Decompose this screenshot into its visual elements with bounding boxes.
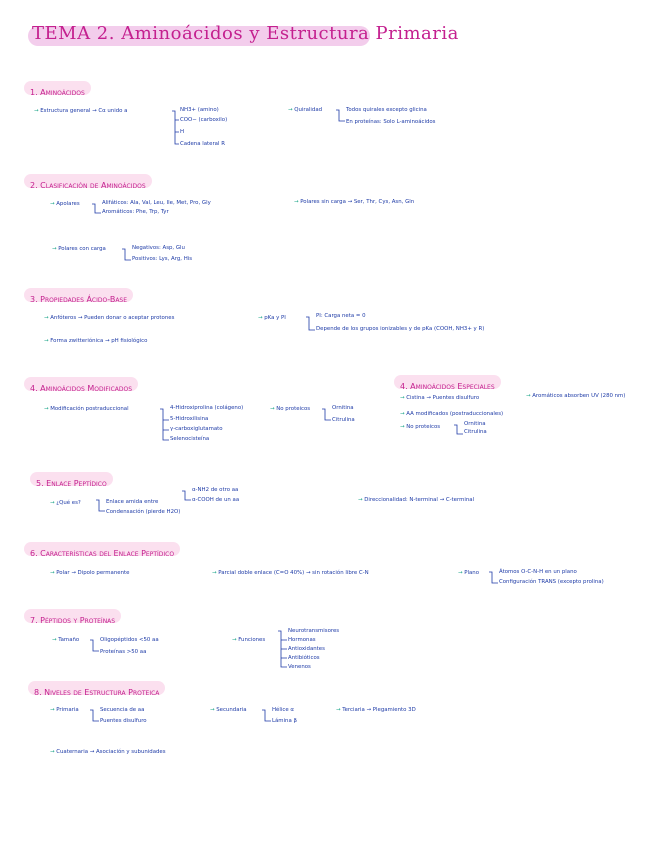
bracket-icon: [278, 630, 288, 670]
arrow-icon: →: [294, 199, 301, 205]
note-item: Lámina β: [272, 718, 297, 724]
bracket-icon: [336, 109, 346, 125]
note-no-proteicos: [270, 406, 310, 413]
note-item: γ-carboxiglutamato: [170, 426, 223, 432]
section-heading-4a: [28, 376, 132, 392]
note-aromaticos: [526, 393, 625, 400]
page-title: [28, 22, 459, 48]
note-item: Condensación (pierde H2O): [106, 509, 181, 515]
note-direccionalidad: [358, 497, 474, 504]
note-text: pKa y PI: [264, 315, 286, 321]
note-anfoteros: [44, 315, 174, 322]
bracket-icon: [90, 639, 100, 655]
note-estructura: [34, 108, 127, 115]
arrow-icon: →: [400, 395, 407, 401]
arrow-icon: →: [44, 315, 51, 321]
arrow-icon: →: [210, 707, 217, 713]
note-text: Quiralidad: [294, 107, 323, 113]
bracket-icon: [92, 203, 102, 217]
arrow-icon: →: [288, 107, 295, 113]
note-item: α-NH2 de otro aa: [192, 487, 239, 493]
note-text: Secundaria: [216, 707, 247, 713]
section-heading-text: 5. Enlace Peptídico: [36, 479, 107, 488]
note-cistina: [400, 395, 479, 402]
arrow-icon: →: [50, 707, 57, 713]
note-item: Alifáticos: Ala, Val, Leu, Ile, Met, Pro, Gly: [102, 200, 211, 206]
note-text: Estructura general → Cα unido a: [40, 108, 128, 114]
arrow-icon: →: [258, 315, 265, 321]
note-text: ¿Qué es?: [56, 500, 81, 506]
section-heading-4b: [398, 374, 495, 390]
note-item: Depende de los grupos ionizables y de pKa (COOH, NH3+ y R): [316, 326, 485, 332]
note-primaria: [50, 707, 79, 714]
note-text: Cistina → Puentes disulfuro: [406, 395, 480, 401]
note-item: Neurotransmisores: [288, 628, 340, 634]
note-text: Tamaño: [58, 637, 80, 643]
note-text: Direccionalidad: N-terminal → C-terminal: [364, 497, 475, 503]
note-item: NH3+ (amino): [180, 107, 219, 113]
note-item: Selenocisteína: [170, 436, 210, 442]
note-zwitterionica: [44, 338, 147, 345]
note-text: Terciaria → Plegamiento 3D: [342, 707, 416, 713]
section-heading-text: 8. Niveles de Estructura Proteica: [34, 688, 160, 697]
note-item: H: [180, 129, 185, 135]
note-modificacion: [44, 406, 129, 413]
note-polar: [50, 570, 129, 577]
section-heading-text: 1. Aminoácidos: [30, 88, 85, 97]
note-item: Secuencia de aa: [100, 707, 145, 713]
bracket-icon: [172, 110, 180, 148]
note-item: Hélice α: [272, 707, 294, 713]
arrow-icon: →: [232, 637, 239, 643]
arrow-icon: →: [212, 570, 219, 576]
arrow-icon: →: [270, 406, 277, 412]
arrow-icon: →: [358, 497, 365, 503]
note-item: Ornitina: [332, 405, 354, 411]
note-polares-sin: [294, 199, 414, 206]
section-heading-text: 4. Aminoácidos Modificados: [30, 384, 133, 393]
arrow-icon: →: [336, 707, 343, 713]
note-text: Forma zwitteriónica → pH fisiológico: [50, 338, 148, 344]
title-text: TEMA 2. Aminoácidos y Estructura Primaria: [32, 23, 459, 44]
note-item: Cadena lateral R: [180, 141, 225, 147]
note-item: Enlace amida entre: [106, 499, 159, 505]
arrow-icon: →: [52, 246, 59, 252]
note-item: COO− (carboxilo): [180, 117, 228, 123]
section-heading-text: 6. Características del Enlace Peptídico: [30, 549, 175, 558]
note-polares-con: [52, 246, 106, 253]
arrow-icon: →: [50, 570, 57, 576]
arrow-icon: →: [458, 570, 465, 576]
section-heading-2: [28, 173, 146, 189]
note-item: Positivos: Lys, Arg, His: [132, 256, 193, 262]
note-terciaria: [336, 707, 416, 714]
section-heading-6: [28, 541, 174, 557]
arrow-icon: →: [400, 424, 407, 430]
note-secundaria: [210, 707, 247, 714]
bracket-icon: [262, 709, 272, 725]
note-modificados: [400, 411, 503, 418]
note-text: Modificación postraduccional: [50, 406, 129, 412]
section-heading-text: 2. Clasificación de Aminoácidos: [30, 181, 146, 190]
note-text: Polares sin carga → Ser, Thr, Cys, Asn, Gln: [300, 199, 415, 205]
note-text: No proteicos: [276, 406, 311, 412]
arrow-icon: →: [44, 338, 51, 344]
note-item: Citrulina: [464, 429, 487, 435]
note-text: Cuaternaria → Asociación y subunidades: [56, 749, 166, 755]
note-quiralidad: [288, 107, 322, 114]
note-item: PI: Carga neta = 0: [316, 313, 366, 319]
section-heading-text: 4. Aminoácidos Especiales: [400, 382, 495, 391]
note-text: No proteicos: [406, 424, 441, 430]
note-text: Polar → Dipolo permanente: [56, 570, 130, 576]
arrow-icon: →: [34, 108, 41, 114]
bracket-icon: [182, 490, 192, 504]
arrow-icon: →: [400, 411, 407, 417]
bracket-icon: [322, 408, 332, 424]
bracket-icon: [160, 408, 170, 444]
note-pka: [258, 315, 286, 322]
note-text: Primaria: [56, 707, 79, 713]
arrow-icon: →: [44, 406, 51, 412]
note-text: Anfóteros → Pueden donar o aceptar protones: [50, 315, 175, 321]
note-text: Apolares: [56, 201, 80, 207]
note-text: AA modificados (postraduccionales): [406, 411, 504, 417]
section-heading-text: 7. Péptidos y Proteínas: [30, 616, 116, 625]
bracket-icon: [306, 316, 316, 334]
note-item: Puentes disulfuro: [100, 718, 147, 724]
note-item: Aromáticos: Phe, Trp, Tyr: [102, 209, 169, 215]
arrow-icon: →: [50, 749, 57, 755]
note-cuaternaria: [50, 749, 166, 756]
note-que-es: [50, 500, 81, 507]
note-parcial: [212, 570, 369, 577]
section-heading-5: [34, 471, 107, 487]
arrow-icon: →: [50, 500, 57, 506]
note-text: Funciones: [238, 637, 266, 643]
section-heading-1: [28, 80, 85, 96]
note-item: Citrulina: [332, 417, 355, 423]
note-item: 5-Hidroxilisina: [170, 416, 209, 422]
note-text: Plano: [464, 570, 480, 576]
note-plano: [458, 570, 479, 577]
note-tamano: [52, 637, 79, 644]
note-item: Venenos: [288, 664, 311, 670]
bracket-icon: [489, 571, 499, 587]
note-apolares: [50, 201, 80, 208]
note-item: Proteínas >50 aa: [100, 649, 147, 655]
note-item: Oligopéptidos <50 aa: [100, 637, 159, 643]
note-text: Polares con carga: [58, 246, 106, 252]
note-item: 4-Hidroxiprolina (colágeno): [170, 405, 244, 411]
section-heading-8: [32, 680, 159, 696]
note-item: Negativos: Asp, Glu: [132, 245, 185, 251]
section-heading-7: [28, 608, 115, 624]
note-item: α-COOH de un aa: [192, 497, 240, 503]
note-item: Configuración TRANS (excepto prolina): [499, 579, 604, 585]
note-item: Ornitina: [464, 421, 486, 427]
note-funciones: [232, 637, 265, 644]
note-item: Hormonas: [288, 637, 316, 643]
section-heading-text: 3. Propiedades Ácido-Base: [30, 295, 128, 304]
bracket-icon: [96, 499, 106, 515]
arrow-icon: →: [526, 393, 533, 399]
note-text: Aromáticos absorben UV (280 nm): [532, 393, 626, 399]
note-item: Antioxidantes: [288, 646, 325, 652]
note-item: Antibióticos: [288, 655, 320, 661]
note-item: Átomos O-C-N-H en un plano: [499, 569, 577, 575]
bracket-icon: [122, 248, 132, 264]
note-item: En proteínas: Solo L-aminoácidos: [346, 119, 436, 125]
bracket-icon: [90, 709, 100, 725]
note-text: Parcial doble enlace (C=O 40%) → sin rotación libre C-N: [218, 570, 369, 576]
note-item: Todos quirales excepto glicina: [346, 107, 427, 113]
arrow-icon: →: [50, 201, 57, 207]
bracket-icon: [454, 424, 464, 438]
arrow-icon: →: [52, 637, 59, 643]
note-no-proteicos-esp: [400, 424, 440, 431]
section-heading-3: [28, 287, 127, 303]
